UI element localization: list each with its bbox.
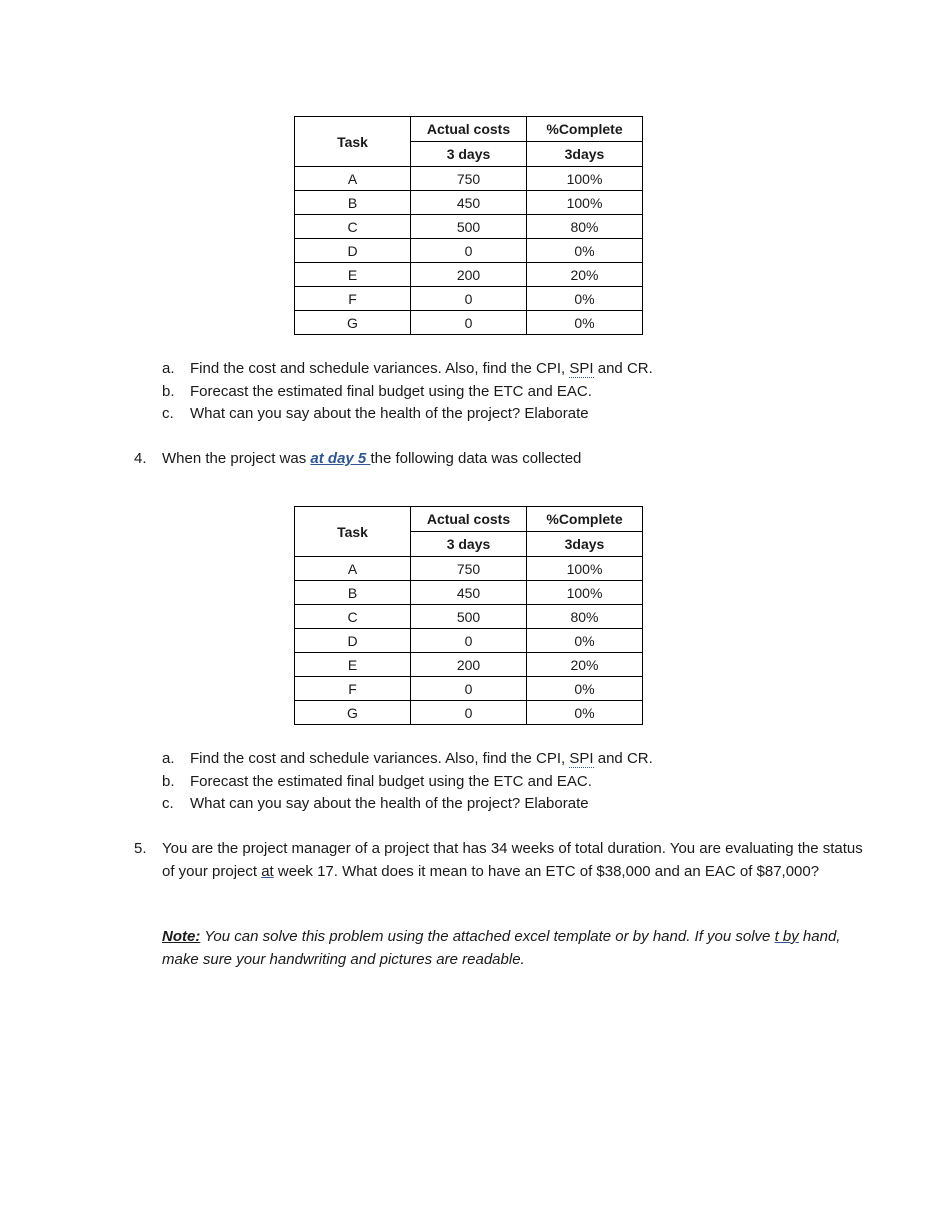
actual-costs-header: Actual costs	[411, 507, 527, 532]
task-cell: E	[295, 263, 411, 287]
actual-cost-cell: 0	[411, 701, 527, 725]
complete-cell: 0%	[527, 701, 643, 725]
question-a	[162, 358, 653, 381]
emphasis-day-5: at day 5	[310, 450, 371, 467]
complete-cell: 0%	[527, 287, 643, 311]
actual-cost-cell: 200	[411, 653, 527, 677]
question-c	[162, 793, 653, 816]
table-row	[295, 557, 643, 581]
actual-cost-cell: 450	[411, 191, 527, 215]
question-text: What can you say about the health of the project? Elaborate	[190, 405, 589, 422]
complete-subheader: 3days	[527, 532, 643, 557]
task-cell: C	[295, 215, 411, 239]
at-word: at	[261, 862, 274, 880]
task-cell: B	[295, 581, 411, 605]
task-header: Task	[295, 117, 411, 167]
problem-text-pre: When the project was	[162, 450, 311, 467]
problem-text-part-2: week 17. What does it mean to have an ETC of $38,000 and an EAC of $87,000?	[273, 862, 820, 880]
table-row	[295, 677, 643, 701]
task-cell: A	[295, 167, 411, 191]
table-row	[295, 239, 643, 263]
actual-cost-cell: 200	[411, 263, 527, 287]
actual-cost-cell: 750	[411, 557, 527, 581]
complete-cell: 20%	[527, 653, 643, 677]
complete-cell: 100%	[527, 167, 643, 191]
task-cell: D	[295, 239, 411, 263]
table-row	[295, 605, 643, 629]
question-b	[162, 771, 653, 794]
question-text: Find the cost and schedule variances. Also, find the CPI,	[190, 360, 570, 377]
complete-cell: 100%	[527, 191, 643, 215]
table-row	[295, 287, 643, 311]
note-label: Note:	[162, 928, 201, 945]
actual-cost-cell: 500	[411, 215, 527, 239]
task-cell: G	[295, 311, 411, 335]
actual-costs-header: Actual costs	[411, 117, 527, 142]
task-cell: B	[295, 191, 411, 215]
question-text: Forecast the estimated final budget using the ETC and EAC.	[190, 772, 592, 790]
question-b	[162, 381, 653, 404]
table-row	[295, 311, 643, 335]
problem-text	[162, 838, 874, 883]
task-cell: D	[295, 629, 411, 653]
task-cost-table-2	[294, 506, 643, 725]
note-text-part-2: hand, make sure your handwriting and pictures are readable.	[162, 928, 841, 968]
table-row	[295, 653, 643, 677]
complete-cell: 0%	[527, 629, 643, 653]
problem-text-post: the following data was collected	[370, 450, 582, 467]
question-a	[162, 748, 653, 771]
task-cell: F	[295, 287, 411, 311]
actual-cost-cell: 750	[411, 167, 527, 191]
problem-text	[162, 448, 581, 471]
actual-costs-subheader: 3 days	[411, 142, 527, 167]
question-c	[162, 403, 653, 426]
question-text: and CR.	[593, 750, 653, 767]
spi-term: SPI	[569, 750, 594, 767]
task-cell: F	[295, 677, 411, 701]
question-list-2	[162, 748, 653, 816]
actual-cost-cell: 0	[411, 287, 527, 311]
complete-subheader: 3days	[527, 142, 643, 167]
complete-cell: 0%	[527, 677, 643, 701]
complete-cell: 0%	[527, 311, 643, 335]
actual-cost-cell: 0	[411, 629, 527, 653]
question-letter: c.	[162, 405, 174, 422]
question-letter: b.	[162, 772, 175, 790]
actual-cost-cell: 0	[411, 239, 527, 263]
task-cell: A	[295, 557, 411, 581]
complete-header: %Complete	[527, 117, 643, 142]
actual-costs-subheader: 3 days	[411, 532, 527, 557]
actual-cost-cell: 500	[411, 605, 527, 629]
task-cell: C	[295, 605, 411, 629]
question-letter: a.	[162, 360, 175, 377]
question-letter: b.	[162, 382, 175, 400]
question-text: Find the cost and schedule variances. Also, find the CPI,	[190, 750, 570, 767]
task-cell: G	[295, 701, 411, 725]
table-row	[295, 629, 643, 653]
actual-cost-cell: 450	[411, 581, 527, 605]
complete-cell: 100%	[527, 581, 643, 605]
note-paragraph	[162, 926, 862, 971]
note-t-by: t by	[774, 928, 799, 945]
table-row	[295, 581, 643, 605]
task-cost-table-1	[294, 116, 643, 335]
complete-header: %Complete	[527, 507, 643, 532]
table-row	[295, 263, 643, 287]
task-cell: E	[295, 653, 411, 677]
complete-cell: 100%	[527, 557, 643, 581]
note-text-part-1: You can solve this problem using the attached excel template or by hand. If you solve	[200, 928, 775, 945]
task-header: Task	[295, 507, 411, 557]
problem-number: 4.	[134, 450, 147, 467]
question-letter: a.	[162, 750, 175, 767]
table-row	[295, 701, 643, 725]
complete-cell: 80%	[527, 605, 643, 629]
actual-cost-cell: 0	[411, 677, 527, 701]
question-letter: c.	[162, 795, 174, 812]
question-text: Forecast the estimated final budget using the ETC and EAC.	[190, 382, 592, 400]
spi-term: SPI	[569, 360, 594, 377]
question-text: and CR.	[593, 360, 653, 377]
actual-cost-cell: 0	[411, 311, 527, 335]
problem-number: 5.	[134, 840, 147, 857]
question-text: What can you say about the health of the project? Elaborate	[190, 795, 589, 812]
question-list-1	[162, 358, 653, 426]
table-row	[295, 215, 643, 239]
complete-cell: 80%	[527, 215, 643, 239]
table-row	[295, 167, 643, 191]
table-row	[295, 191, 643, 215]
complete-cell: 20%	[527, 263, 643, 287]
complete-cell: 0%	[527, 239, 643, 263]
problem-text-part-1: You are the project manager of a project that has 34 weeks of total duration. You are evaluating the status of your project	[162, 840, 863, 880]
